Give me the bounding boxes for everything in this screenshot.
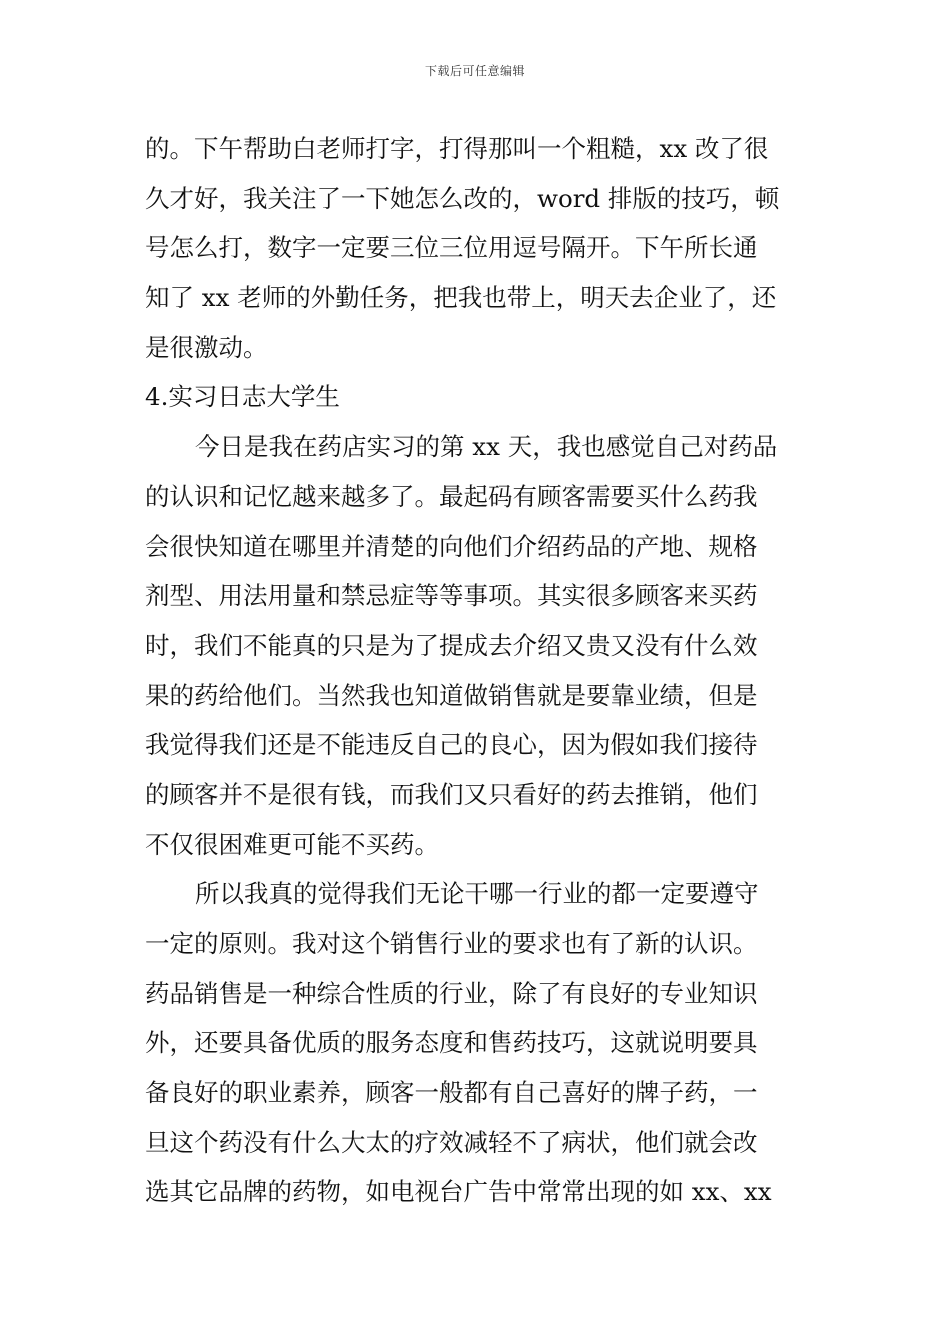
text-line: 的。下午帮助白老师打字，打得那叫一个粗糙，xx 改了很 (145, 134, 769, 163)
text-line: 药品销售是一种综合性质的行业，除了有良好的专业知识 (145, 978, 758, 1008)
text-line: 备良好的职业素养，顾客一般都有自己喜好的牌子药，一 (145, 1078, 758, 1108)
text-line: 知了 xx 老师的外勤任务，把我也带上，明天去企业了，还 (145, 283, 777, 313)
text-line: 旦这个药没有什么大太的疗效减轻不了病状，他们就会改 (145, 1127, 758, 1157)
page-header: 下载后可任意编辑 (424, 64, 525, 78)
paragraph-start-line: 今日是我在药店实习的第 xx 天，我也感觉自己对药品 (195, 432, 778, 462)
document-body (145, 124, 810, 1217)
text-line: 选其它品牌的药物，如电视台广告中常常出现的如 xx、xx (145, 1177, 772, 1207)
paragraph-start-line: 所以我真的觉得我们无论干哪一行业的都一定要遵守 (195, 879, 759, 909)
text-line: 外，还要具备优质的服务态度和售药技巧，这就说明要具 (145, 1028, 758, 1058)
text-line: 剂型、用法用量和禁忌症等等事项。其实很多顾客来买药 (145, 581, 758, 611)
text-line: 我觉得我们还是不能违反自己的良心，因为假如我们接待 (145, 730, 758, 760)
text-line: 号怎么打，数字一定要三位三位用逗号隔开。下午所长通 (145, 233, 758, 263)
text-line: 的顾客并不是很有钱，而我们又只看好的药去推销，他们 (145, 779, 758, 809)
text-line: 一定的原则。我对这个销售行业的要求也有了新的认识。 (145, 929, 758, 958)
text-line: 久才好，我关注了一下她怎么改的，word 排版的技巧，顿 (145, 183, 780, 213)
text-line: 是很激动。 (145, 332, 268, 362)
text-line: 时，我们不能真的只是为了提成去介绍又贵又没有什么效 (145, 630, 758, 660)
section-heading: 4.实习日志大学生 (145, 382, 340, 412)
text-line: 会很快知道在哪里并清楚的向他们介绍药品的产地、规格 (145, 531, 758, 561)
text-line: 果的药给他们。当然我也知道做销售就是要靠业绩，但是 (145, 680, 758, 710)
text-line: 不仅很困难更可能不买药。 (145, 829, 439, 859)
text-line: 的认识和记忆越来越多了。最起码有顾客需要买什么药我 (145, 481, 758, 511)
